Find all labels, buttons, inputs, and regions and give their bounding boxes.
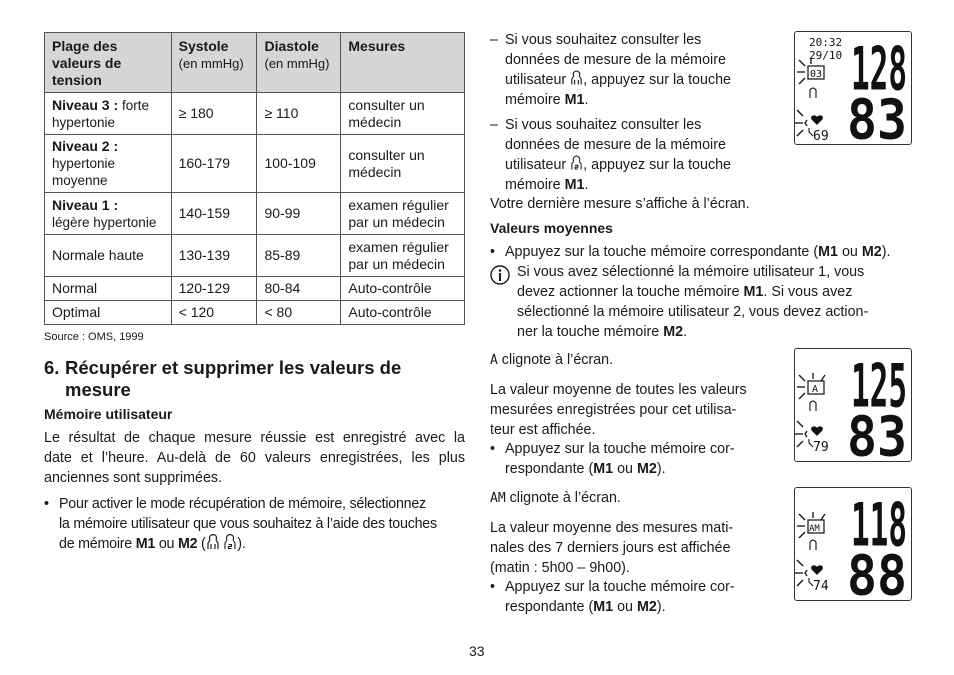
lcd-memory-symbol: A [812,384,819,395]
user1-icon [206,534,220,550]
user-icon [810,88,816,98]
diastole-cell: 85-89 [257,235,341,277]
table-row [45,235,465,277]
measure-cell: consulter un médecin [341,135,465,193]
col-header-range: Plage des valeurs de tension [45,33,172,93]
table-source: Source : OMS, 1999 [44,331,144,343]
diastole-cell: 90-99 [257,193,341,235]
blood-pressure-table [44,32,465,325]
diastole-cell: < 80 [257,301,341,325]
col-header-systole: Systole (en mmHg) [171,33,257,93]
lcd-display-average-morning [794,487,912,601]
user-icon [810,540,816,550]
avg-bullet: • Appuyez sur la touche mémoire correspondante (M1 ou M2). [490,244,891,260]
avg-morning-paragraph: La valeur moyenne des mesures mati- nales des 7 derniers jours est affichée (matin : 5h00 – 9h00). [490,520,734,576]
table-row [45,301,465,325]
range-cell: Niveau 2 : hypertonie moyenne [45,135,172,193]
measure-cell: examen régulier par un médecin [341,193,465,235]
lcd-diastole: 83 [847,404,907,461]
lcd-date: 29/10 [809,49,843,62]
measure-cell: consulter un médecin [341,93,465,135]
systole-cell: 130-139 [171,235,257,277]
lcd-diastole: 83 [847,87,907,144]
range-cell: Normal [45,277,172,301]
lcd-systole: 125 [851,351,907,421]
page-number: 33 [469,643,485,659]
user-icon [810,401,816,411]
range-cell: Optimal [45,301,172,325]
user1-icon [570,70,583,86]
table-row [45,93,465,135]
diastole-cell: 80-84 [257,277,341,301]
lcd-memory-symbol: AM [809,524,820,534]
table-row [45,277,465,301]
am-blink-text: AM clignote à l’écran. [490,490,621,506]
lcd-pulse: 79 [813,440,829,455]
systole-cell: < 120 [171,301,257,325]
lcd-systole: 118 [851,490,907,560]
diastole-cell: ≥ 110 [257,93,341,135]
section-heading: 6. Récupérer et supprimer les valeurs de mesure [44,357,402,400]
systole-cell: 160-179 [171,135,257,193]
col-header-measures: Mesures [341,33,465,93]
dash-item-user2: – Si vous souhaitez consulter les données de mesure de la mémoire utilisateur , appuyez sur la touche mémoire M1. [490,117,731,193]
info-paragraph: Si vous avez sélectionné la mémoire utilisateur 1, vous devez actionner la touche mémoire M1. Si vous avez sélectionné la mémoire utilisateur 2, vous devez action- ner la touche mémoire M2. [517,264,869,340]
range-cell: Niveau 3 : forte hypertonie [45,93,172,135]
table-row [45,135,465,193]
measure-cell: Auto-contrôle [341,301,465,325]
last-measure-text: Votre dernière mesure s’affiche à l’écran. [490,196,750,212]
avg-all-paragraph: La valeur moyenne de toutes les valeurs mesurées enregistrées pour cet utilisa- teur est affichée. [490,382,747,438]
a-blink-text: A clignote à l’écran. [490,352,614,368]
lcd-pulse: 74 [813,579,829,594]
measure-cell: examen régulier par un médecin [341,235,465,277]
table-row [45,193,465,235]
range-cell: Normale haute [45,235,172,277]
subheading-user-memory: Mémoire utilisateur [44,406,173,422]
subheading-averages: Valeurs moyennes [490,220,613,236]
info-icon [490,264,510,286]
range-cell: Niveau 1 : légère hypertonie [45,193,172,235]
bullet-dot: • [44,496,50,512]
memory-bullet: • Pour activer le mode récupération de mémoire, sélectionnez la mémoire utilisateur que vous souhaitez à l’aide des touches de mémoire M1 ou M2 ( ). [44,496,437,552]
avg-am-symbol: AM [490,491,506,506]
systole-cell: 140-159 [171,193,257,235]
lcd-pulse: 69 [813,129,829,144]
lcd-systole: 128 [851,34,907,104]
bullet-memory-key-2: • Appuyez sur la touche mémoire cor- respondante (M1 ou M2). [490,441,735,477]
avg-a-symbol: A [490,353,498,368]
measure-cell: Auto-contrôle [341,277,465,301]
dash-item-user1: – Si vous souhaitez consulter les données de mesure de la mémoire utilisateur , appuyez sur la touche mémoire M1. [490,32,731,108]
lcd-display-average-all [794,348,912,462]
intro-paragraph: Le résultat de chaque mesure réussie est enregistré avec la date et l’heure. Au-delà de 60 valeurs enregistrées, les plus anciennes sont supprimées. [44,430,465,486]
lcd-diastole: 88 [847,543,907,600]
table-header-row [45,33,465,93]
systole-cell: ≥ 180 [171,93,257,135]
bullet-memory-key-3: • Appuyez sur la touche mémoire cor- respondante (M1 ou M2). [490,579,735,615]
systole-cell: 120-129 [171,277,257,301]
lcd-display-last-measure [794,31,912,145]
lcd-memory-number: 03 [810,69,823,80]
col-header-diastole: Diastole (en mmHg) [257,33,341,93]
user2-icon [570,155,583,171]
user2-icon [223,534,237,550]
lcd-time: 20:32 [809,36,843,49]
diastole-cell: 100-109 [257,135,341,193]
